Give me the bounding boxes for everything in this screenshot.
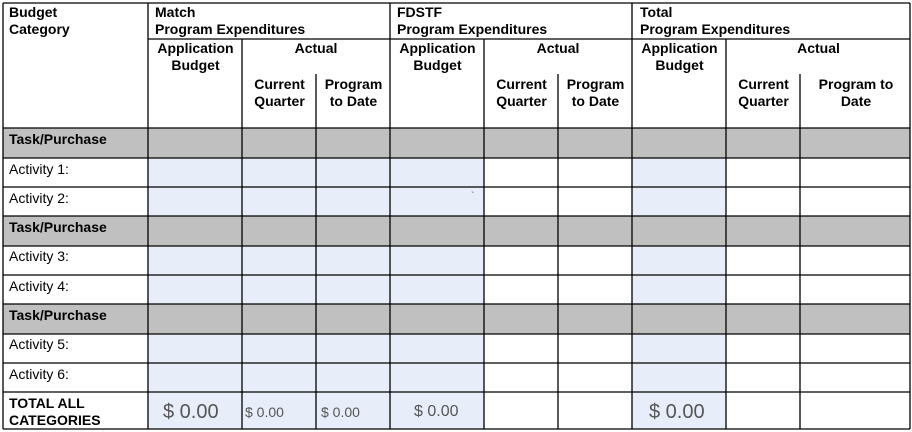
- header-match-actual: Actual: [294, 40, 338, 56]
- row-label-task-purchase-2: Task/Purchase: [9, 219, 107, 235]
- header-fdstf-program-expenditures: FDSTF Program Expenditures: [397, 4, 548, 37]
- total-total-application-budget[interactable]: $ 0.00: [649, 401, 705, 423]
- row-label-task-purchase-1: Task/Purchase: [9, 131, 107, 147]
- row-label-activity-2: Activity 2:: [9, 190, 69, 206]
- input-cell-fill: [632, 187, 726, 216]
- total-match-program-to-date[interactable]: $ 0.00: [321, 404, 360, 420]
- header-total-current-quarter: Current Quarter: [738, 76, 789, 109]
- total-match-current-quarter[interactable]: $ 0.00: [245, 404, 284, 420]
- section-row-fill: [3, 128, 910, 158]
- total-match-application-budget[interactable]: $ 0.00: [163, 401, 219, 423]
- input-cell-fill: [390, 334, 484, 363]
- stray-tick-mark: `: [471, 191, 475, 202]
- row-label-activity-3: Activity 3:: [9, 248, 69, 264]
- header-budget-category: Budget Category: [9, 4, 70, 37]
- input-cell-fill: [148, 246, 390, 275]
- header-fdstf-program-to-date: Program to Date: [566, 76, 625, 109]
- header-match-program-expenditures: Match Program Expenditures: [155, 4, 306, 37]
- input-cell-fill: [148, 187, 390, 216]
- total-fdstf-application-budget[interactable]: $ 0.00: [414, 403, 459, 420]
- section-row-fill: [3, 216, 910, 246]
- input-cell-fill: [148, 158, 390, 187]
- section-row-fill: [3, 304, 910, 334]
- input-cell-fill: [390, 246, 484, 275]
- input-cell-fill: [632, 334, 726, 363]
- header-total-application-budget: Application Budget: [641, 40, 718, 73]
- input-cell-fill: [632, 158, 726, 187]
- header-fdstf-current-quarter: Current Quarter: [496, 76, 547, 109]
- header-total-program-to-date: Program to Date: [818, 76, 894, 109]
- row-label-activity-5: Activity 5:: [9, 336, 69, 352]
- row-label-activity-4: Activity 4:: [9, 278, 69, 294]
- input-cell-fill: [148, 275, 390, 304]
- row-label-task-purchase-3: Task/Purchase: [9, 307, 107, 323]
- header-fdstf-application-budget: Application Budget: [399, 40, 476, 73]
- input-cell-fill: [390, 158, 484, 187]
- row-label-activity-1: Activity 1:: [9, 161, 69, 177]
- row-label-activity-6: Activity 6:: [9, 366, 69, 382]
- header-total-actual: Actual: [797, 40, 840, 56]
- header-match-application-budget: Application Budget: [157, 40, 234, 73]
- input-cell-fill: [632, 363, 726, 392]
- row-label-total-all-categories: TOTAL ALL CATEGORIES: [9, 395, 101, 428]
- input-cell-fill: [148, 363, 390, 392]
- input-cell-fill: [632, 246, 726, 275]
- input-cell-fill: [390, 363, 484, 392]
- input-cell-fill: [632, 275, 726, 304]
- header-total-program-expenditures: Total Program Expenditures: [640, 4, 791, 37]
- header-fdstf-actual: Actual: [536, 40, 580, 56]
- input-cell-fill: [390, 187, 484, 216]
- input-cell-fill: [148, 334, 390, 363]
- header-match-program-to-date: Program to Date: [324, 76, 383, 109]
- input-cell-fill: [390, 275, 484, 304]
- header-match-current-quarter: Current Quarter: [254, 76, 305, 109]
